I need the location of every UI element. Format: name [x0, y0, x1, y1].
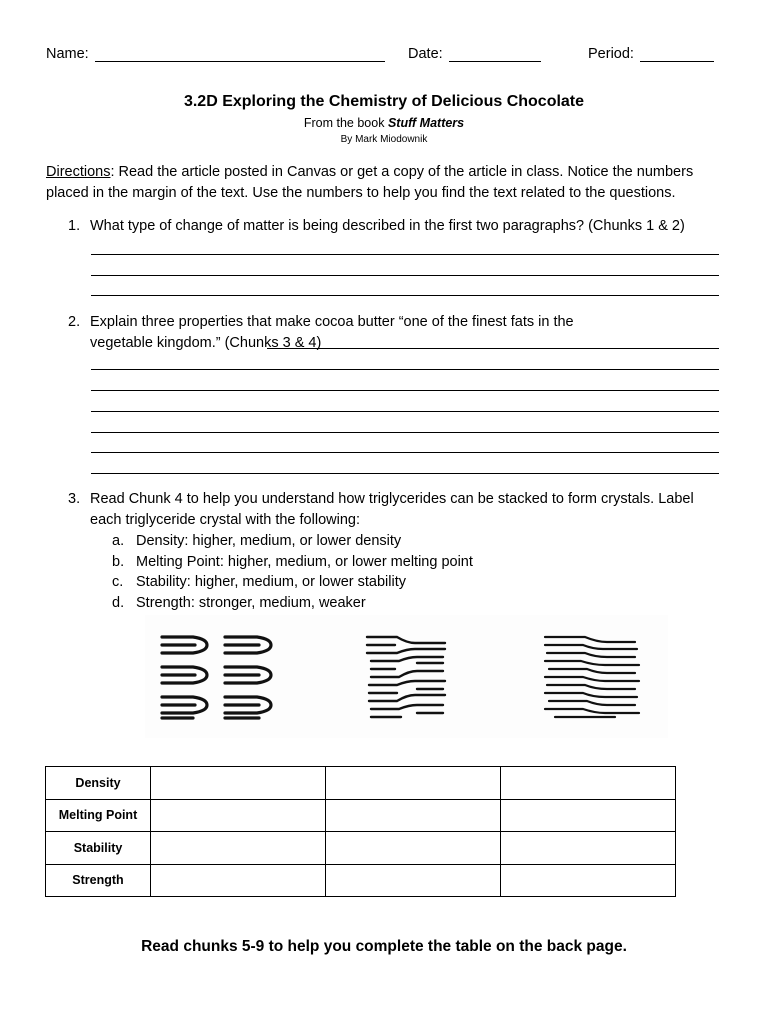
- name-field[interactable]: [46, 46, 385, 62]
- directions: [46, 162, 730, 204]
- answer-line[interactable]: [91, 369, 719, 370]
- crystal-form-loose: [162, 637, 271, 718]
- period-blank[interactable]: [640, 47, 714, 62]
- table-cell[interactable]: [501, 864, 676, 897]
- sub-item-stability: c. Stability: higher, medium, or lower stability: [112, 574, 406, 590]
- page-title: 3.2D Exploring the Chemistry of Delicious Chocolate: [183, 93, 585, 110]
- answer-line[interactable]: [267, 348, 719, 349]
- row-label-stability: Stability: [46, 832, 151, 865]
- table-cell[interactable]: [151, 799, 326, 832]
- row-label-density: Density: [46, 767, 151, 800]
- name-blank[interactable]: [95, 47, 385, 62]
- question-number: 2.: [68, 314, 81, 330]
- table-cell[interactable]: [501, 767, 676, 800]
- crystal-form-packed: [545, 637, 639, 717]
- answer-line[interactable]: [91, 432, 719, 433]
- answer-line[interactable]: [91, 295, 719, 296]
- question-text: Read Chunk 4 to help you understand how triglycerides can be stacked to form crystals. Label each triglyceride crystal with the following:: [90, 491, 694, 528]
- question-number: 3.: [68, 491, 81, 507]
- table-row: [46, 832, 676, 865]
- table-cell[interactable]: [326, 832, 501, 865]
- table-row: [46, 799, 676, 832]
- table-cell[interactable]: [501, 799, 676, 832]
- subtitle-prefix: From the book: [303, 116, 385, 130]
- answer-line[interactable]: [91, 390, 719, 391]
- sub-item-density: a. Density: higher, medium, or lower density: [112, 533, 402, 549]
- crystal-properties-table: [45, 766, 676, 897]
- sub-item-strength: d. Strength: stronger, medium, weaker: [112, 595, 366, 611]
- date-label: Date:: [408, 46, 443, 62]
- footer-instruction: Read chunks 5-9 to help you complete the table on the back page.: [141, 938, 627, 955]
- date-blank[interactable]: [449, 47, 541, 62]
- table-row: [46, 767, 676, 800]
- table-cell[interactable]: [151, 832, 326, 865]
- answer-line[interactable]: [91, 473, 719, 474]
- subtitle: [0, 116, 768, 130]
- answer-line[interactable]: [91, 452, 719, 453]
- directions-text: : Read the article posted in Canvas or get a copy of the article in class. Notice the numbers placed in the margin of the text. Use the numbers to help you find the text related to the questions.: [46, 164, 694, 201]
- row-label-melting-point: Melting Point: [46, 799, 151, 832]
- question-text: What type of change of matter is being described in the first two paragraphs? (Chunks 1 & 2): [90, 218, 685, 234]
- directions-label: Directions: [46, 164, 111, 180]
- table-cell[interactable]: [151, 864, 326, 897]
- table-cell[interactable]: [151, 767, 326, 800]
- header-row: [46, 46, 726, 66]
- triglyceride-crystals-illustration: [145, 615, 668, 738]
- name-label: Name:: [46, 46, 89, 62]
- table-cell[interactable]: [326, 864, 501, 897]
- answer-line[interactable]: [91, 275, 719, 276]
- crystal-form-interleaved: [367, 637, 445, 717]
- question-text: Explain three properties that make cocoa butter “one of the finest fats in the vegetable kingdom.” (Chunks 3 & 4): [90, 314, 574, 351]
- period-field[interactable]: [588, 46, 714, 62]
- question-number: 1.: [68, 218, 81, 234]
- table-cell[interactable]: [501, 832, 676, 865]
- row-label-strength: Strength: [46, 864, 151, 897]
- author: By Mark Miodownik: [340, 134, 428, 145]
- answer-line[interactable]: [91, 411, 719, 412]
- sub-item-melting-point: b. Melting Point: higher, medium, or lower melting point: [112, 554, 473, 570]
- table-row: [46, 864, 676, 897]
- date-field[interactable]: [408, 46, 541, 62]
- book-title: Stuff Matters: [387, 116, 465, 130]
- table-cell[interactable]: [326, 799, 501, 832]
- period-label: Period:: [588, 46, 634, 62]
- answer-line[interactable]: [91, 254, 719, 255]
- table-cell[interactable]: [326, 767, 501, 800]
